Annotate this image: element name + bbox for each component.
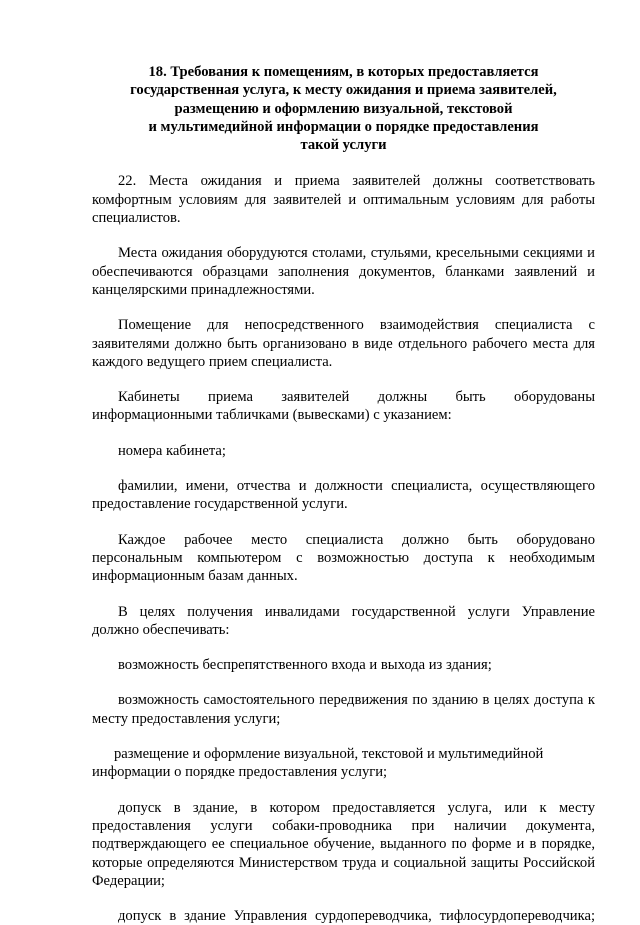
- paragraph-line: информации о порядке предоставления услуги;: [92, 764, 388, 781]
- paragraph-computer: Каждое рабочее место специалиста должно быть оборудовано персональным компьютером с возможностью доступа к необходимым информационным базам данных.: [92, 531, 595, 585]
- paragraph-workplace: Помещение для непосредственного взаимодействия специалиста с заявителями должно быть организовано в виде отдельного рабочего места для каждого ведущего прием специалиста.: [92, 317, 595, 370]
- paragraph-waiting-places: 22. Места ожидания и приема заявителей должны соответствовать комфортным условиям для заявителей и оптимальным условиям для работы специалистов.: [92, 173, 595, 227]
- heading-line: размещению и оформлению визуальной, текстовой: [174, 100, 513, 117]
- paragraph-entry-exit: возможность беспрепятственного входа и выхода из здания;: [118, 657, 492, 674]
- paragraph-guide-dog: допуск в здание, в котором предоставляется услуга, или к месту предоставления услуги собаки-проводника при наличии документа, подтверждающего ее специальное обучение, выданного по форме и в порядке, которые определяются Министерством труда и социальной защиты Российской Федерации;: [92, 799, 595, 889]
- paragraph-signage: Кабинеты приема заявителей должны быть оборудованы информационными табличками (вывесками) с указанием:: [92, 389, 595, 424]
- heading-line: государственная услуга, к месту ожидания и приема заявителей,: [130, 82, 557, 99]
- paragraph-information-placement: [68, 745, 595, 782]
- heading-line: и мультимедийной информации о порядке предоставления: [148, 118, 539, 135]
- paragraph-specialist-name: фамилии, имени, отчества и должности специалиста, осуществляющего предоставление государственной услуги.: [92, 478, 595, 513]
- section-heading: [92, 63, 595, 154]
- heading-line: 18. Требования к помещениям, в которых предоставляется: [148, 64, 539, 80]
- heading-line: такой услуги: [300, 137, 387, 154]
- paragraph-room-number: номера кабинета;: [118, 442, 226, 459]
- paragraph-sign-interpreter: допуск в здание Управления сурдопереводчика, тифлосурдопереводчика;: [118, 908, 595, 925]
- paragraph-line: размещение и оформление визуальной, текстовой и мультимедийной: [114, 746, 544, 763]
- paragraph-disabled-access: В целях получения инвалидами государственной услуги Управление должно обеспечивать:: [92, 603, 595, 638]
- paragraph-waiting-equipment: Места ожидания оборудуются столами, стульями, кресельными секциями и обеспечиваются образцами заполнения документов, бланками заявлений и канцелярскими принадлежностями.: [92, 245, 595, 298]
- paragraph-movement: возможность самостоятельного передвижения по зданию в целях доступа к месту предоставления услуги;: [92, 692, 595, 727]
